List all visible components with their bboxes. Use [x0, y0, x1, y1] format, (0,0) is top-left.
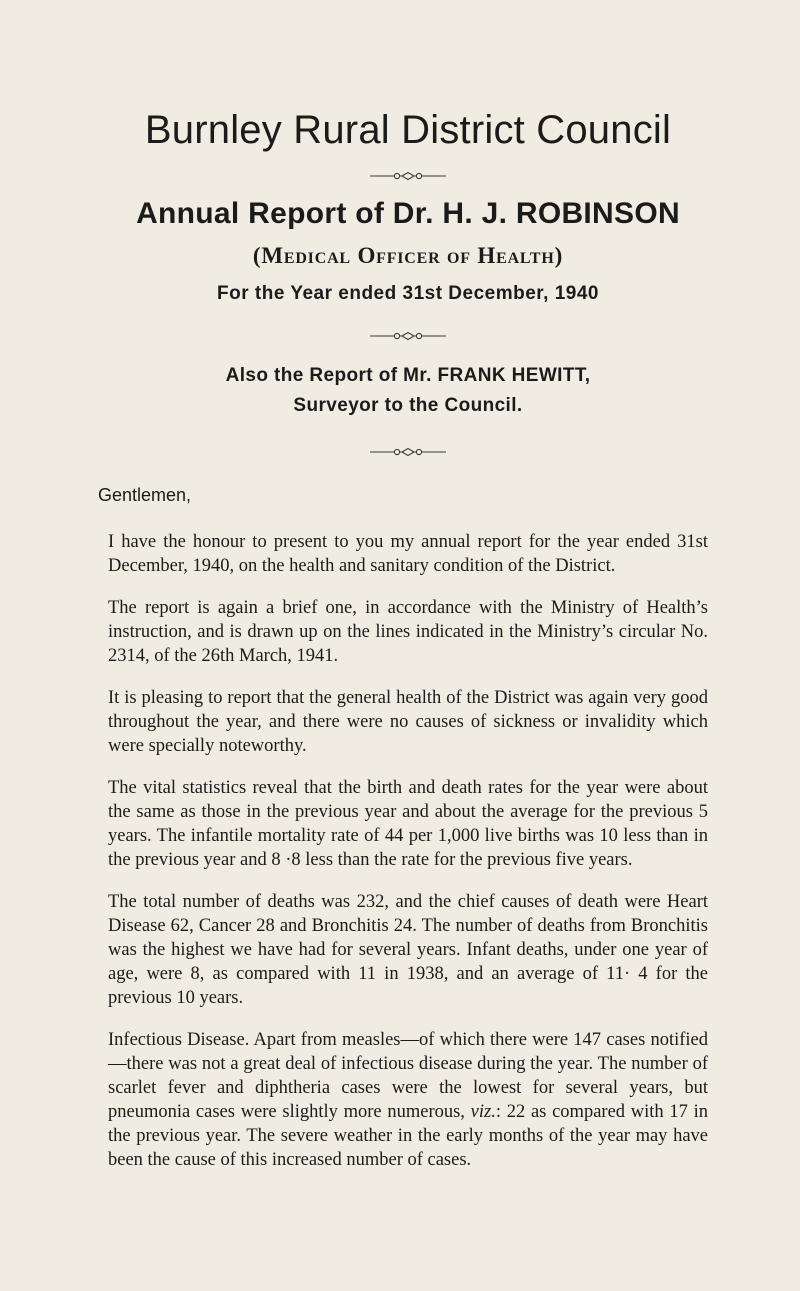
letter-body	[108, 530, 708, 1172]
report-year-line: For the Year ended 31st December, 1940	[217, 283, 599, 304]
infectious-text-end: : 22 as compared with 17 in the previous year. The severe weather in the early months of the year may have been the cause of this increased number of cases.	[108, 1102, 708, 1170]
paragraph-ministry: The report is again a brief one, in accordance with the Ministry of Health’s instruction, and is drawn up on the lines indicated in the Ministry’s circular No. 2314, of the 26th March, 1941.	[108, 598, 708, 666]
infectious-text-start: Infectious Disease. Apart from measles—of which there were 147 cases notified—there was not a great deal of infectious disease during the year. The number of scarlet fever and diphtheria cases were the lowest for several years, but pneumonia cases were slightly more numerous,	[108, 1030, 708, 1122]
officer-role: (Medical Officer of Health)	[252, 243, 564, 268]
ornament-divider-icon	[368, 331, 448, 341]
surveyor-line-1: Also the Report of Mr. FRANK HEWITT,	[225, 365, 591, 386]
surveyor-report-line	[108, 361, 708, 421]
council-title: Burnley Rural District Council	[144, 108, 672, 152]
paragraph-intro: I have the honour to present to you my annual report for the year ended 31st December, 1940, on the health and sanitary condition of the District.	[108, 532, 708, 576]
paragraph-general-health: It is pleasing to report that the general health of the District was again very good throughout the year, and there were no causes of sickness or invalidity which were specially noteworthy.	[108, 688, 708, 756]
ornament-divider-icon	[368, 171, 448, 181]
paragraph-deaths: The total number of deaths was 232, and the chief causes of death were Heart Disease 62, Cancer 28 and Bronchitis 24. The number of deaths from Bronchitis was the highest we have had for several years. Infant deaths, under one year of age, were 8, as compared with 11 in 1938, and an average of 11· 4 for the previous 10 years.	[108, 892, 708, 1008]
paragraph-vital-statistics: The vital statistics reveal that the birth and death rates for the year were about the same as those in the previous year and about the average for the previous 5 years. The infantile mortality rate of 44 per 1,000 live births was 10 less than in the previous year and 8 ·8 less than the rate for the previous five years.	[108, 778, 708, 870]
surveyor-line-2: Surveyor to the Council.	[293, 395, 523, 416]
salutation: Gentlemen,	[98, 485, 192, 505]
paragraph-infectious-disease	[108, 1028, 708, 1172]
report-title: Annual Report of Dr. H. J. ROBINSON	[136, 197, 680, 230]
viz-abbreviation: viz.	[470, 1102, 496, 1122]
ornament-divider-icon	[368, 447, 448, 457]
